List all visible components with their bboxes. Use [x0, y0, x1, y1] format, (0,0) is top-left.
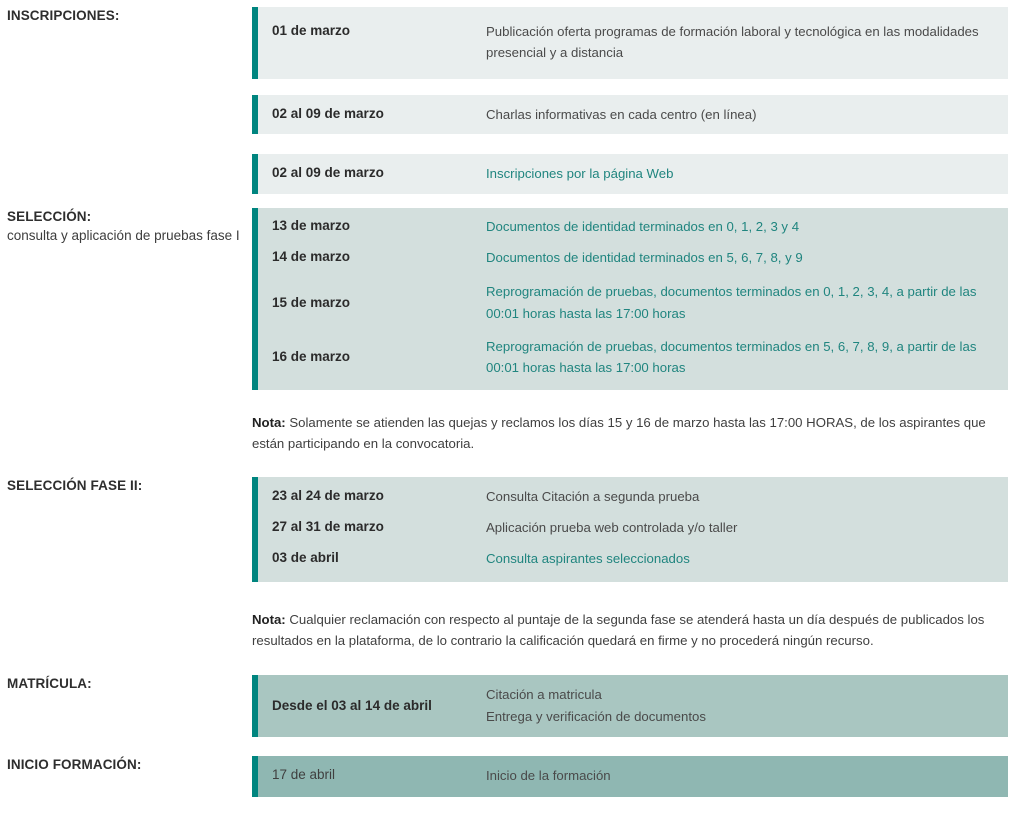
table-row — [258, 477, 1008, 512]
row-date: 03 de abril — [272, 550, 339, 566]
row-date: 14 de marzo — [272, 248, 351, 264]
row-description-link[interactable]: Documentos de identidad terminados en 0, 1, 2, 3 y 4 — [486, 218, 800, 234]
spacer — [252, 134, 1008, 154]
row-date: 02 al 09 de marzo — [272, 105, 384, 121]
row-description-group — [486, 684, 1008, 727]
section-content-matricula — [252, 675, 1008, 737]
note-label: Nota: — [252, 414, 286, 430]
section-content-seleccion — [252, 208, 1008, 390]
table-row — [258, 95, 1008, 134]
row-date: 15 de marzo — [272, 294, 351, 310]
spacer — [0, 390, 1024, 412]
row-description: Inicio de la formación — [486, 768, 611, 784]
cronograma-sheet — [0, 7, 1024, 817]
section-title: INSCRIPCIONES: — [7, 8, 120, 23]
table-row — [258, 512, 1008, 543]
row-description: Charlas informativas en cada centro (en línea) — [486, 106, 757, 122]
row-date: 01 de marzo — [272, 23, 351, 38]
note-paragraph — [252, 609, 1008, 652]
schedule-block — [252, 756, 1008, 796]
row-description-link[interactable]: Reprogramación de pruebas, documentos terminados en 0, 1, 2, 3, 4, a partir de las 00:01 horas hasta las 17:00 horas — [486, 284, 977, 321]
section-inicio-formacion — [0, 756, 1024, 796]
note-text: Solamente se atienden las quejas y reclamos los días 15 y 16 de marzo hasta las 17:00 HORAS, de los aspirantes que están participando en la convocatoria. — [252, 414, 986, 452]
schedule-block — [252, 154, 1008, 193]
row-description-line-1: Citación a matricula — [486, 687, 602, 703]
section-title: SELECCIÓN FASE II: — [7, 477, 143, 493]
note-1-section — [0, 412, 1024, 455]
section-label-matricula — [0, 675, 252, 693]
spacer — [0, 194, 1024, 208]
spacer — [0, 582, 1024, 609]
spacer — [0, 737, 1024, 756]
table-row — [258, 242, 1008, 275]
section-seleccion-fase-ii — [0, 477, 1024, 582]
table-row — [258, 208, 1008, 242]
row-date: 27 al 31 de marzo — [272, 518, 384, 534]
table-row — [258, 154, 1008, 193]
note-2-content — [252, 609, 1008, 652]
schedule-block — [252, 675, 1008, 737]
note-1-content — [252, 412, 1008, 455]
schedule-block — [252, 7, 1008, 79]
table-row — [258, 675, 1008, 737]
row-description: Publicación oferta programas de formación laboral y tecnológica en las modalidades presencial y a distancia — [486, 24, 979, 61]
section-label-seleccion — [0, 208, 252, 246]
schedule-block — [252, 208, 1008, 390]
schedule-block — [252, 477, 1008, 582]
note-text: Cualquier reclamación con respecto al puntaje de la segunda fase se atenderá hasta un día después de publicados los resultados en la plataforma, de lo contrario la calificación quedará en firme y no procederá ningún recurso. — [252, 611, 985, 648]
section-content-seleccion-fase-ii — [252, 477, 1008, 582]
row-date: 16 de marzo — [272, 349, 351, 365]
row-date: 13 de marzo — [272, 217, 351, 233]
row-description: Aplicación prueba web controlada y/o taller — [486, 519, 738, 535]
row-description: Consulta Citación a segunda prueba — [486, 488, 700, 504]
section-label-inscripciones — [0, 7, 252, 25]
section-title: SELECCIÓN: — [7, 208, 92, 224]
table-row — [258, 275, 1008, 330]
section-content-inscripciones — [252, 7, 1008, 194]
row-date: 23 al 24 de marzo — [272, 487, 384, 503]
row-description-link[interactable]: Consulta aspirantes seleccionados — [486, 551, 690, 567]
section-seleccion — [0, 208, 1024, 390]
spacer — [0, 651, 1024, 675]
row-date: Desde el 03 al 14 de abril — [272, 697, 432, 713]
table-row — [258, 756, 1008, 796]
note-label: Nota: — [252, 611, 286, 627]
table-row — [258, 543, 1008, 581]
row-description-link[interactable]: Inscripciones por la página Web — [486, 166, 674, 182]
section-title: MATRÍCULA: — [7, 676, 92, 692]
row-description-link[interactable]: Documentos de identidad terminados en 5, 6, 7, 8, y 9 — [486, 249, 803, 265]
note-2-section — [0, 609, 1024, 652]
section-label-seleccion-fase-ii — [0, 477, 252, 495]
table-row — [258, 7, 1008, 79]
section-title: INICIO FORMACIÓN: — [7, 757, 142, 773]
section-content-inicio-formacion — [252, 756, 1008, 796]
section-matricula — [0, 675, 1024, 737]
row-date: 02 al 09 de marzo — [272, 165, 384, 181]
spacer — [252, 79, 1008, 95]
spacer — [0, 455, 1024, 477]
row-description-link[interactable]: Reprogramación de pruebas, documentos terminados en 5, 6, 7, 8, 9, a partir de las 00:01 horas hasta las 17:00 horas — [486, 339, 977, 376]
row-description-line-2: Entrega y verificación de documentos — [486, 708, 706, 724]
note-paragraph — [252, 412, 1008, 455]
section-subtitle: consulta y aplicación de pruebas fase I — [7, 227, 240, 243]
section-label-inicio-formacion — [0, 756, 252, 774]
schedule-block — [252, 95, 1008, 134]
table-row — [258, 330, 1008, 390]
row-date: 17 de abril — [272, 767, 336, 783]
section-inscripciones — [0, 7, 1024, 194]
